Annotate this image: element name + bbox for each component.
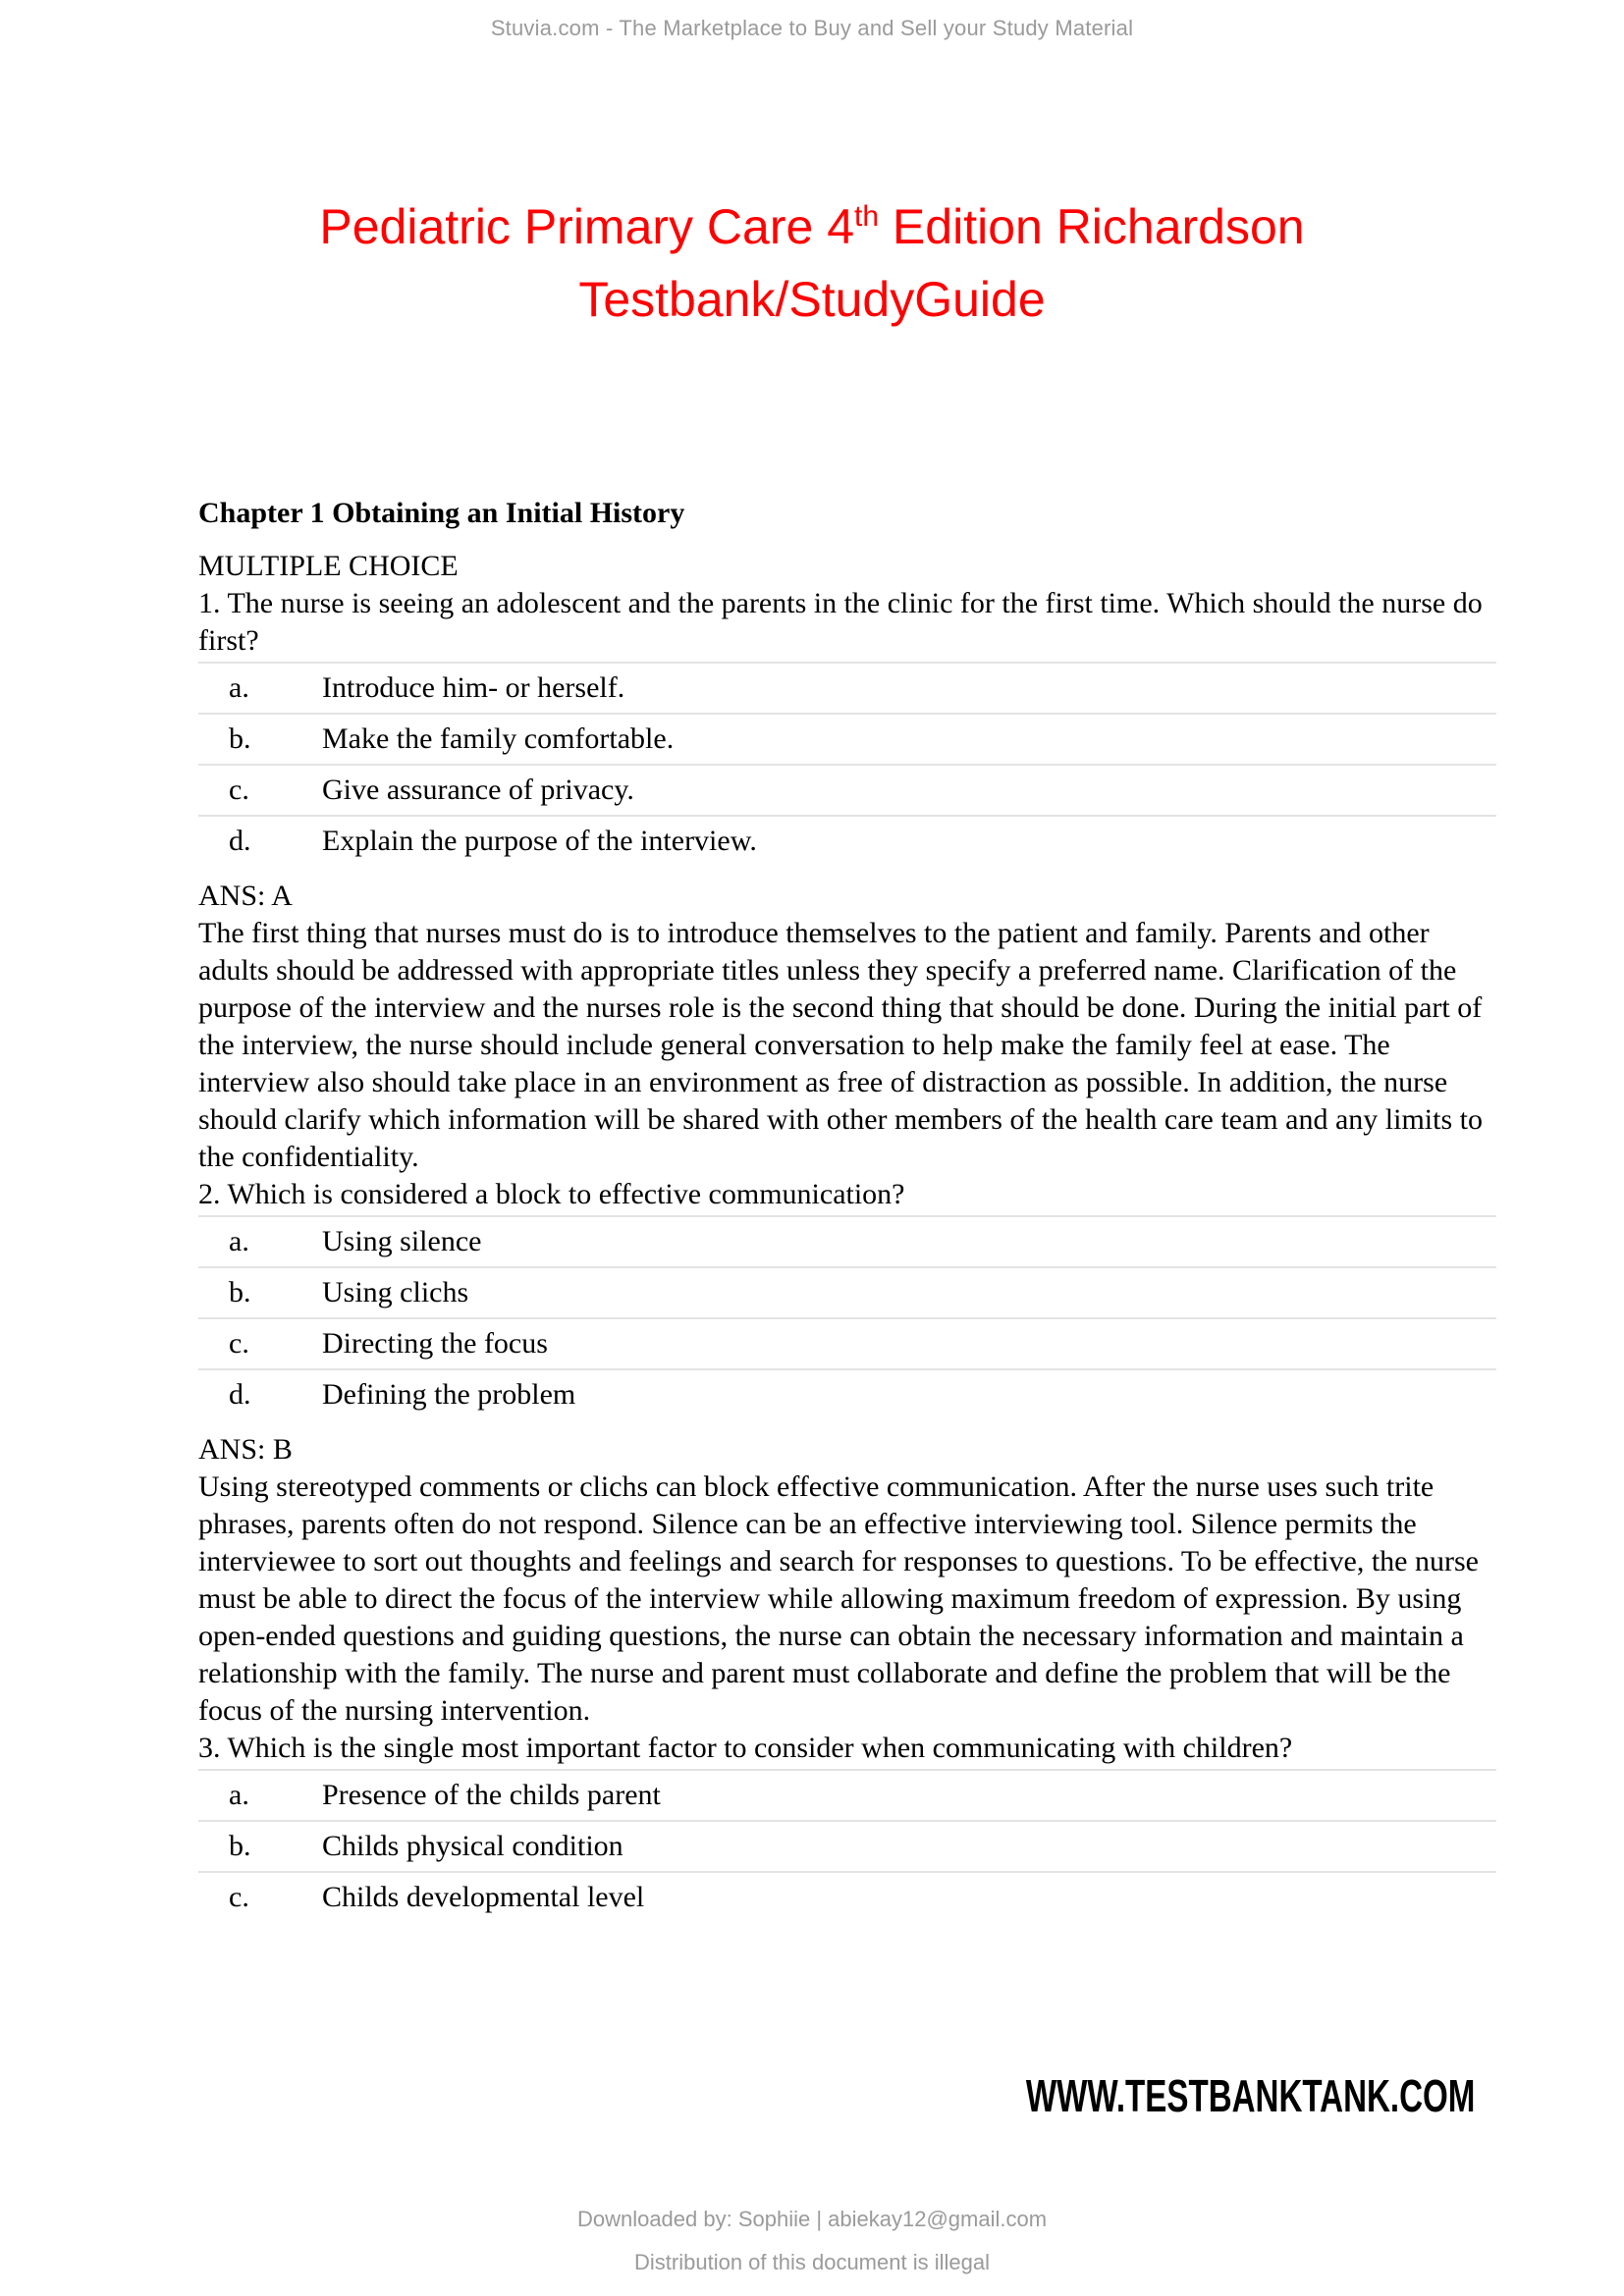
option-row bbox=[198, 815, 1496, 866]
option-row bbox=[198, 764, 1496, 815]
question-2-number: 2. bbox=[198, 1178, 221, 1210]
option-text: Childs physical condition bbox=[322, 1830, 623, 1862]
title-superscript: th bbox=[854, 200, 880, 233]
question-2-rationale: Using stereotyped comments or clichs can block effective communication. After the nurse uses such trite phrases, parents often do not respond. Silence can be an effective interviewing tool. Silence permits the interviewee to sort out thoughts and feelings and search for responses to questions. To be effective, the nurse must be able to direct the focus of the interview while allowing maximum freedom of expression. By using open-ended questions and guiding questions, the nurse can obtain the necessary information and maintain a relationship with the family. The nurse and parent must collaborate and define the problem that will be the focus of the nursing intervention. bbox=[198, 1470, 1479, 1727]
option-letter: d. bbox=[229, 1378, 251, 1411]
question-2-options bbox=[198, 1215, 1496, 1419]
option-letter: c. bbox=[229, 1881, 249, 1913]
question-1-answer: ANS: A bbox=[198, 880, 293, 912]
option-row bbox=[198, 1871, 1496, 1922]
option-letter: a. bbox=[229, 671, 249, 704]
option-row bbox=[198, 1820, 1496, 1871]
option-letter: a. bbox=[229, 1779, 249, 1811]
question-1-rationale: The first thing that nurses must do is to introduce themselves to the patient and family. Parents and other adults should be addressed with appropriate titles unless they specify a preferred name. Clarification of the purpose of the interview and the nurses role is the second thing that should be done. During the initial part of the interview, the nurse should include general conversation to help make the family feel at ease. The interview also should take place in an environment as free of distraction as possible. In addition, the nurse should clarify which information will be shared with other members of the health care team and any limits to the confidentiality. bbox=[198, 917, 1483, 1173]
option-letter: c. bbox=[229, 1327, 249, 1360]
option-row bbox=[198, 1266, 1496, 1317]
option-text: Using silence bbox=[322, 1225, 482, 1257]
option-text: Introduce him- or herself. bbox=[322, 671, 625, 704]
option-letter: d. bbox=[229, 825, 251, 857]
option-text: Give assurance of privacy. bbox=[322, 774, 634, 806]
footer-downloaded-by: Downloaded by: Sophiie | abiekay12@gmail.com bbox=[576, 2207, 1048, 2231]
stuvia-header: Stuvia.com - The Marketplace to Buy and Sell your Study Material bbox=[490, 16, 1134, 40]
question-1-text: 1. The nurse is seeing an adolescent and the parents in the clinic for the first time. Which should the nurse do first? bbox=[198, 587, 1483, 657]
document-title-line1: Pediatric Primary Care 4th Edition Richardson bbox=[319, 199, 1305, 254]
question-1-options bbox=[198, 662, 1496, 866]
option-text: Directing the focus bbox=[322, 1327, 548, 1360]
question-2-answer: ANS: B bbox=[198, 1433, 293, 1466]
option-row bbox=[198, 1769, 1496, 1820]
chapter-heading: Chapter 1 Obtaining an Initial History bbox=[198, 497, 685, 529]
question-2-text: 2. Which is considered a block to effective communication? bbox=[198, 1178, 905, 1210]
option-letter: b. bbox=[229, 722, 251, 755]
option-row bbox=[198, 713, 1496, 764]
section-label: MULTIPLE CHOICE bbox=[198, 550, 459, 582]
question-3-number: 3. bbox=[198, 1732, 221, 1764]
question-3-options bbox=[198, 1769, 1496, 1922]
option-letter: c. bbox=[229, 774, 249, 806]
document-body bbox=[198, 495, 1496, 1934]
option-row bbox=[198, 662, 1496, 713]
option-text: Using clichs bbox=[322, 1276, 469, 1308]
option-text: Explain the purpose of the interview. bbox=[322, 825, 757, 857]
testbanktank-watermark: WWW.TESTBANKTANK.COM bbox=[1025, 2070, 1475, 2121]
option-row bbox=[198, 1317, 1496, 1368]
question-1-number: 1. bbox=[198, 587, 221, 619]
option-letter: a. bbox=[229, 1225, 249, 1257]
option-letter: b. bbox=[229, 1276, 251, 1308]
footer-distribution-notice: Distribution of this document is illegal bbox=[634, 2250, 990, 2274]
option-row bbox=[198, 1368, 1496, 1419]
option-text: Childs developmental level bbox=[322, 1881, 645, 1913]
option-letter: b. bbox=[229, 1830, 251, 1862]
document-title-line2: Testbank/StudyGuide bbox=[578, 272, 1046, 327]
option-text: Make the family comfortable. bbox=[322, 722, 675, 755]
option-text: Defining the problem bbox=[322, 1378, 576, 1411]
question-3-text: 3. Which is the single most important factor to consider when communicating with children? bbox=[198, 1732, 1293, 1764]
option-row bbox=[198, 1215, 1496, 1266]
option-text: Presence of the childs parent bbox=[322, 1779, 661, 1811]
document-title bbox=[0, 194, 1624, 333]
